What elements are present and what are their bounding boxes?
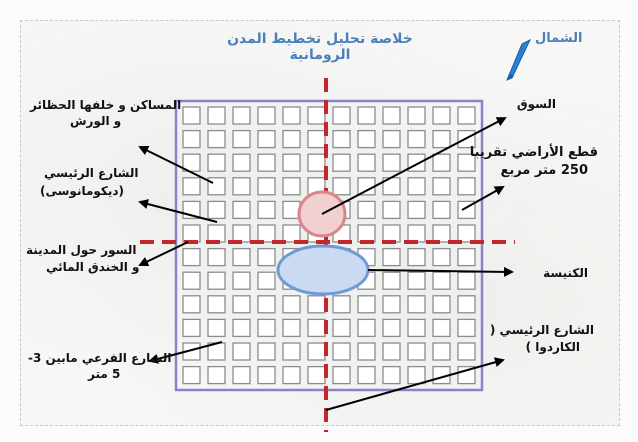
plot-cell bbox=[258, 131, 275, 148]
label-plots-line2: 250 متر مربع bbox=[500, 163, 588, 178]
plot-cell bbox=[333, 131, 350, 148]
plot-cell bbox=[383, 296, 400, 313]
plot-cell bbox=[433, 296, 450, 313]
plot-cell bbox=[358, 319, 375, 336]
plot-cell bbox=[383, 343, 400, 360]
plot-cell bbox=[283, 131, 300, 148]
label-cardo-line2: الكاردوا ) bbox=[525, 340, 580, 354]
plot-cell bbox=[258, 367, 275, 384]
plot-cell bbox=[458, 225, 475, 242]
plot-cell bbox=[383, 154, 400, 171]
plot-cell bbox=[283, 367, 300, 384]
plot-cell bbox=[408, 131, 425, 148]
label-market: السوق bbox=[516, 97, 556, 111]
plot-cell bbox=[183, 249, 200, 266]
plot-cell bbox=[183, 319, 200, 336]
plot-cell bbox=[383, 319, 400, 336]
plot-cell bbox=[258, 319, 275, 336]
plot-cell bbox=[233, 367, 250, 384]
plot-cell bbox=[358, 367, 375, 384]
plot-cell bbox=[233, 201, 250, 218]
plot-cell bbox=[433, 201, 450, 218]
plot-cell bbox=[258, 201, 275, 218]
plot-cell bbox=[183, 296, 200, 313]
plot-cell bbox=[258, 225, 275, 242]
plot-cell bbox=[308, 343, 325, 360]
plot-cell bbox=[308, 154, 325, 171]
plot-cell bbox=[208, 296, 225, 313]
plot-cell bbox=[358, 343, 375, 360]
plot-cell bbox=[233, 296, 250, 313]
plot-cell bbox=[308, 296, 325, 313]
plot-cell bbox=[458, 107, 475, 124]
label-church: الكنيسة bbox=[543, 266, 588, 280]
label-decumanus-line2: (ديكومانوسى) bbox=[40, 184, 125, 198]
plot-cell bbox=[408, 319, 425, 336]
plot-cell bbox=[183, 131, 200, 148]
plot-cell bbox=[233, 154, 250, 171]
plot-cell bbox=[183, 107, 200, 124]
plot-cell bbox=[408, 296, 425, 313]
arrow-decumanus bbox=[140, 202, 217, 222]
plot-cell bbox=[183, 367, 200, 384]
plot-cell bbox=[283, 296, 300, 313]
plot-cell bbox=[433, 131, 450, 148]
plot-cell bbox=[283, 201, 300, 218]
label-wall-line1: السور حول المدينة bbox=[26, 243, 137, 257]
plot-cell bbox=[408, 107, 425, 124]
church-ellipse bbox=[278, 246, 368, 294]
plot-cell bbox=[208, 154, 225, 171]
plot-cell bbox=[383, 225, 400, 242]
plot-cell bbox=[358, 201, 375, 218]
plot-cell bbox=[308, 131, 325, 148]
plot-cell bbox=[283, 319, 300, 336]
plot-cell bbox=[233, 131, 250, 148]
plot-cell bbox=[183, 272, 200, 289]
plot-cell bbox=[208, 249, 225, 266]
plot-cell bbox=[258, 107, 275, 124]
label-wall-line2: و الخندق المائي bbox=[46, 260, 140, 274]
plot-cell bbox=[283, 343, 300, 360]
plot-cell bbox=[233, 319, 250, 336]
plot-cell bbox=[458, 319, 475, 336]
plot-cell bbox=[433, 343, 450, 360]
plot-cell bbox=[358, 131, 375, 148]
plot-cell bbox=[433, 154, 450, 171]
plot-cell bbox=[333, 343, 350, 360]
plot-cell bbox=[408, 201, 425, 218]
plot-cell bbox=[283, 107, 300, 124]
plot-cell bbox=[183, 225, 200, 242]
plot-cell bbox=[383, 272, 400, 289]
plot-cell bbox=[383, 107, 400, 124]
plot-cell bbox=[358, 154, 375, 171]
plot-cell bbox=[283, 154, 300, 171]
plot-cell bbox=[433, 225, 450, 242]
label-plots-line1: قطع الأراضي تقريبا bbox=[469, 145, 598, 160]
label-decumanus-line1: الشارع الرئيسي bbox=[44, 166, 139, 180]
north-label: الشمال bbox=[535, 31, 583, 46]
plot-cell bbox=[433, 319, 450, 336]
plot-cell bbox=[358, 225, 375, 242]
plot-cell bbox=[233, 343, 250, 360]
plot-cell bbox=[208, 272, 225, 289]
plot-cell bbox=[258, 296, 275, 313]
plot-cell bbox=[208, 178, 225, 195]
diagram-title: خلاصة تحليل تخطيط المدن الرومانية bbox=[227, 31, 413, 63]
plot-cell bbox=[383, 367, 400, 384]
plot-cell bbox=[458, 296, 475, 313]
plot-cell bbox=[233, 107, 250, 124]
plot-cell bbox=[233, 272, 250, 289]
plot-cell bbox=[408, 178, 425, 195]
plot-cell bbox=[383, 131, 400, 148]
plot-cell bbox=[258, 154, 275, 171]
plot-cell bbox=[458, 178, 475, 195]
plot-cell bbox=[208, 225, 225, 242]
plot-cell bbox=[183, 178, 200, 195]
plot-cell bbox=[283, 178, 300, 195]
plot-cell bbox=[308, 367, 325, 384]
plot-cell bbox=[333, 319, 350, 336]
plot-cell bbox=[308, 107, 325, 124]
plot-cell bbox=[208, 131, 225, 148]
plot-cell bbox=[458, 343, 475, 360]
plot-cell bbox=[433, 107, 450, 124]
plot-cell bbox=[208, 319, 225, 336]
plot-cell bbox=[333, 178, 350, 195]
plot-cell bbox=[408, 272, 425, 289]
plot-cell bbox=[383, 201, 400, 218]
arrow-wall bbox=[140, 242, 188, 265]
plot-cell bbox=[358, 107, 375, 124]
plot-cell bbox=[258, 178, 275, 195]
plot-cell bbox=[333, 107, 350, 124]
plot-cell bbox=[408, 249, 425, 266]
plot-cell bbox=[308, 319, 325, 336]
plot-cell bbox=[233, 225, 250, 242]
label-side-street-line2: 5 متر bbox=[88, 367, 121, 381]
plot-cell bbox=[233, 249, 250, 266]
plot-cell bbox=[258, 249, 275, 266]
label-houses-line2: و الورش bbox=[70, 114, 122, 128]
plot-cell bbox=[208, 367, 225, 384]
label-houses-line1: المساكن و خلفها الحظائر bbox=[30, 98, 182, 112]
plot-cell bbox=[283, 225, 300, 242]
label-side-street-line1: الشارع الفرعي مابين 3- bbox=[28, 351, 172, 365]
plot-cell bbox=[208, 107, 225, 124]
plot-cell bbox=[208, 201, 225, 218]
plot-cell bbox=[458, 272, 475, 289]
plot-cell bbox=[408, 367, 425, 384]
plot-cell bbox=[258, 272, 275, 289]
plot-cell bbox=[433, 178, 450, 195]
plot-cell bbox=[458, 249, 475, 266]
plot-cell bbox=[408, 225, 425, 242]
plot-cell bbox=[333, 367, 350, 384]
plot-cell bbox=[333, 296, 350, 313]
plot-cell bbox=[433, 249, 450, 266]
plot-cell bbox=[258, 343, 275, 360]
plot-cell bbox=[333, 154, 350, 171]
plot-cell bbox=[233, 178, 250, 195]
plot-cell bbox=[433, 272, 450, 289]
plot-cell bbox=[358, 296, 375, 313]
plot-cell bbox=[408, 343, 425, 360]
compass-pen-icon bbox=[507, 40, 530, 80]
label-cardo-line1: الشارع الرئيسي ( bbox=[489, 323, 594, 337]
plot-cell bbox=[358, 178, 375, 195]
plot-cell bbox=[383, 249, 400, 266]
